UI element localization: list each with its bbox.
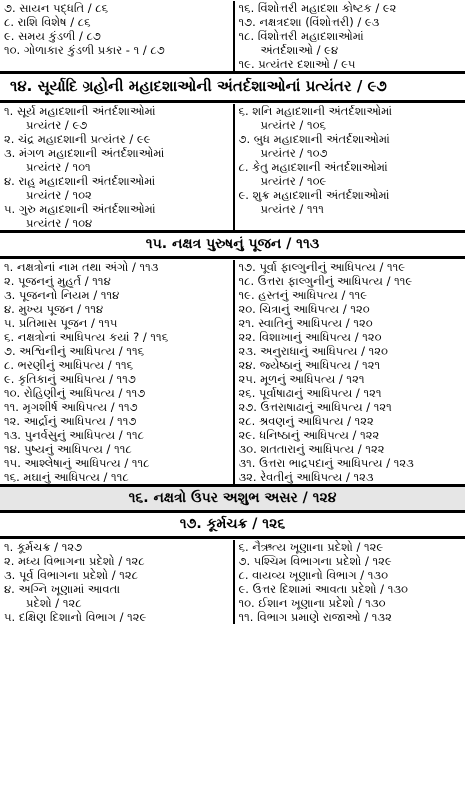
toc-entry: [239, 470, 464, 484]
toc-entry: [239, 1, 464, 15]
toc-column-left: [0, 260, 233, 484]
toc-entry-continuation: પ્રત્યંતર / ૧૦૧: [4, 160, 231, 174]
toc-entry-text: ૧૦. ઈશાન ખૂણાના પ્રદેશો / ૧૩૦: [239, 596, 464, 610]
toc-entry-text: ૧૧. વિભાગ પ્રમાણે રાજાઓ / ૧૩૨: [239, 610, 464, 624]
toc-column-left: [0, 1, 233, 71]
toc-entry: [4, 15, 231, 29]
toc-entry-continuation: અંતર્દશાઓ / ૯૪: [239, 43, 464, 57]
toc-entry-text: ૨૯. ધનિષ્ઠાનું આધિપત્ય / ૧૨૨: [239, 428, 464, 442]
toc-entry-text: ૩૧. ઉત્તરા ભાદ્રપદાનું આધિપત્ય / ૧૨૩: [239, 456, 464, 470]
toc-entry-text: ૨૭. ઉત્તરાષાઢાનું આધિપત્ય / ૧૨૧: [239, 400, 464, 414]
toc-column-left: [0, 540, 233, 624]
toc-entry-continuation: પ્રત્યંતર / ૧૦૭: [239, 146, 464, 160]
toc-entry: [4, 330, 231, 344]
toc-entry-text: ૪. મુખ્ય પૂજન / ૧૧૪: [4, 302, 231, 316]
toc-entry: [4, 1, 231, 15]
toc-entry-text: ૧૨. આર્દ્રાનું આધિપત્ય / ૧૧૭: [4, 414, 231, 428]
toc-entry: [239, 568, 464, 582]
toc-entry-text: ૯. ઉત્તર દિશામાં આવતા પ્રદેશો / ૧૩૦: [239, 582, 464, 596]
toc-entry: [4, 610, 231, 624]
toc-column-right: [233, 540, 465, 624]
toc-entry-text: ૧. સૂર્ય મહાદશાની અંતર્દશાઓમાં: [4, 104, 231, 118]
toc-entry: [4, 428, 231, 442]
toc-entry-text: ૧૦. રોહિણીનું આધિપત્ય / ૧૧૭: [4, 386, 231, 400]
toc-entry: [239, 344, 464, 358]
toc-entry: [4, 288, 231, 302]
toc-entry: [239, 57, 464, 71]
toc-entry-text: ૮. રાશિ વિશેષ / ૮૬: [4, 15, 231, 29]
toc-entry: [4, 386, 231, 400]
toc-entry-text: ૯. સમય કુંડળી / ૮૭: [4, 29, 231, 43]
section-14-entries: [0, 104, 465, 230]
toc-entry: [4, 568, 231, 582]
toc-entry-text: ૬. નૈઋત્ય ખૂણાના પ્રદેશો / ૧૨૯: [239, 540, 464, 554]
toc-entry-continuation: પ્રત્યંતર / ૧૦૪: [4, 216, 231, 230]
toc-entry-text: ૧૪. પુષ્યનું આધિપત્ય / ૧૧૮: [4, 442, 231, 456]
toc-entry: [4, 400, 231, 414]
toc-entry: [4, 470, 231, 484]
toc-entry: [4, 132, 231, 146]
toc-entry: [4, 302, 231, 316]
toc-entry-text: ૨૩. અનુરાધાનું આધિપત્ય / ૧૨૦: [239, 344, 464, 358]
toc-entry: [4, 442, 231, 456]
toc-entry: [4, 274, 231, 288]
toc-entry: [239, 188, 464, 216]
toc-entry: [239, 15, 464, 29]
toc-entry: [239, 358, 464, 372]
toc-entry-continuation: પ્રત્યંતર / ૯૭: [4, 118, 231, 132]
toc-entry: [239, 386, 464, 400]
toc-entry-text: ૨૦. ચિત્રાનું આધિપત્ય / ૧૨૦: [239, 302, 464, 316]
section-17-entries: [0, 540, 465, 624]
toc-entry-continuation: પ્રત્યંતર / ૧૦૨: [4, 188, 231, 202]
toc-entry: [4, 202, 231, 230]
toc-entry-text: ૨૪. જ્યેષ્ઠાનું આધિપત્ય / ૧૨૧: [239, 358, 464, 372]
toc-entry: [4, 104, 231, 132]
toc-entry-text: ૫. ગુરુ મહાદશાની અંતર્દશાઓમાં: [4, 202, 231, 216]
toc-entry-text: ૨૮. શ્રવણનું આધિપત્ય / ૧૨૨: [239, 414, 464, 428]
toc-entry: [4, 582, 231, 610]
toc-entry-text: ૨. પૂજનનું મુહૂર્ત / ૧૧૪: [4, 274, 231, 288]
toc-page: [0, 1, 465, 801]
toc-entry: [239, 582, 464, 596]
toc-entry-text: ૧૭. નક્ષત્રદશા (વિંશોત્તરી) / ૯૩: [239, 15, 464, 29]
toc-column-right: [233, 104, 465, 230]
toc-entry: [239, 554, 464, 568]
toc-entry-text: ૪. અગ્નિ ખૂણામાં આવતા: [4, 582, 231, 596]
toc-entry-text: ૧૮. વિંશોત્તરી મહાદશાઓમાં: [239, 29, 464, 43]
section-15-entries: [0, 260, 465, 484]
toc-entry: [4, 43, 231, 57]
toc-entry-text: ૧૯. હસ્તનું આધિપત્ય / ૧૧૯: [239, 288, 464, 302]
section-16-heading: ૧૬. નક્ષત્રો ઉપર અશુભ અસર / ૧૨૪: [0, 484, 465, 513]
toc-entry: [4, 554, 231, 568]
toc-entry: [4, 260, 231, 274]
toc-entry-text: ૧૯. પ્રત્યંતર દશાઓ / ૯૫: [239, 57, 464, 71]
toc-entry: [4, 146, 231, 174]
toc-entry-continuation: પ્રત્યંતર / ૧૦૬: [239, 118, 464, 132]
toc-entry: [239, 540, 464, 554]
toc-entry: [239, 316, 464, 330]
toc-column-right: [233, 260, 465, 484]
toc-entry: [239, 442, 464, 456]
toc-entry-text: ૨૬. પૂર્વાષાઢાનું આધિપત્ય / ૧૨૧: [239, 386, 464, 400]
toc-entry-text: ૬. શનિ મહાદશાની અંતર્દશાઓમાં: [239, 104, 464, 118]
toc-top-block: [0, 1, 465, 71]
toc-entry-text: ૨૧. સ્વાતિનું આધિપત્ય / ૧૨૦: [239, 316, 464, 330]
toc-entry-text: ૩. પૂર્વ વિભાગના પ્રદેશો / ૧૨૮: [4, 568, 231, 582]
toc-entry: [239, 274, 464, 288]
toc-entry-text: ૧૧. મૃગશીર્ષ આધિપત્ય / ૧૧૭: [4, 400, 231, 414]
toc-entry: [239, 288, 464, 302]
toc-entry-text: ૩. પૂજનનો નિયમ / ૧૧૪: [4, 288, 231, 302]
toc-entry: [4, 29, 231, 43]
toc-column-left: [0, 104, 233, 230]
section-17-heading: ૧૭. કૂર્મચક્ર / ૧૨૬: [0, 513, 465, 539]
toc-entry-text: ૫. પ્રતિમાસ પૂજન / ૧૧૫: [4, 316, 231, 330]
toc-entry-text: ૯. શુક્ર મહાદશાની અંતર્દશાઓમાં: [239, 188, 464, 202]
toc-entry: [239, 302, 464, 316]
toc-entry-text: ૧૬. મઘાનું આધિપત્ય / ૧૧૮: [4, 470, 231, 484]
toc-entry-text: ૮. કેતુ મહાદશાની અંતર્દશાઓમાં: [239, 160, 464, 174]
toc-entry: [239, 160, 464, 188]
toc-entry: [239, 132, 464, 160]
toc-entry-text: ૭. બુધ મહાદશાની અંતર્દશાઓમાં: [239, 132, 464, 146]
toc-entry: [4, 358, 231, 372]
toc-entry-text: ૮. ભરણીનું આધિપત્ય / ૧૧૬: [4, 358, 231, 372]
section-15-heading: ૧૫. નક્ષત્ર પુરુષનું પૂજન / ૧૧૩: [0, 230, 465, 259]
toc-entry-text: ૨. મધ્ય વિભાગના પ્રદેશો / ૧૨૮: [4, 554, 231, 568]
toc-entry-text: ૫. દક્ષિણ દિશાનો વિભાગ / ૧૨૯: [4, 610, 231, 624]
toc-entry-text: ૭. પશ્ચિમ વિભાગના પ્રદેશો / ૧૨૯: [239, 554, 464, 568]
toc-entry-text: ૨. ચંદ્ર મહાદશાની પ્રત્યંતર / ૯૯: [4, 132, 231, 146]
toc-entry-text: ૧૬. વિંશોત્તરી મહાદશા કોષ્ટક / ૯૨: [239, 1, 464, 15]
toc-entry-text: ૬. નક્ષત્રોનાં આધિપત્ય કયાં ? / ૧૧૬: [4, 330, 231, 344]
toc-entry-text: ૧૦. ગોળાકાર કુંડળી પ્રકાર - ૧ / ૮૭: [4, 43, 231, 57]
toc-entry-text: ૪. રાહુ મહાદશાની અંતર્દશાઓમાં: [4, 174, 231, 188]
toc-entry: [4, 414, 231, 428]
toc-entry: [4, 316, 231, 330]
toc-entry: [239, 372, 464, 386]
toc-entry-text: ૩૨. રેવતીનું આધિપત્ય / ૧૨૩: [239, 470, 464, 484]
toc-entry: [239, 400, 464, 414]
toc-entry: [239, 610, 464, 624]
toc-entry-text: ૧૫. આશ્લેષાનું આધિપત્ય / ૧૧૮: [4, 456, 231, 470]
toc-entry: [4, 540, 231, 554]
toc-entry: [239, 104, 464, 132]
toc-entry-text: ૨૨. વિશાખાનું આધિપત્ય / ૧૨૦: [239, 330, 464, 344]
toc-entry-continuation: પ્રત્યંતર / ૧૧૧: [239, 202, 464, 216]
section-14-heading: ૧૪. સૂર્યાદિ ગ્રહોની મહાદશાઓની અંતર્દશાઓનાં પ્રત્યંતર / ૯૭: [0, 71, 465, 103]
toc-entry-text: ૧૩. પુનર્વસુનું આધિપત્ય / ૧૧૮: [4, 428, 231, 442]
toc-entry-text: ૩૦. શતતારાનું આધિપત્ય / ૧૨૨: [239, 442, 464, 456]
toc-entry-continuation: પ્રત્યંતર / ૧૦૯: [239, 174, 464, 188]
toc-entry: [239, 456, 464, 470]
toc-column-right: [233, 1, 465, 71]
toc-entry-text: ૧. કૂર્મચક્ર / ૧૨૭: [4, 540, 231, 554]
toc-entry-text: ૭. અશ્વિનીનું આધિપત્ય / ૧૧૬: [4, 344, 231, 358]
toc-entry: [4, 456, 231, 470]
toc-entry: [4, 344, 231, 358]
toc-entry-text: ૯. કૃતિકાનું આધિપત્ય / ૧૧૭: [4, 372, 231, 386]
toc-entry-continuation: પ્રદેશો / ૧૨૮: [4, 596, 231, 610]
toc-entry-text: ૧૮. ઉત્તરા ફાલ્ગુનીનું આધિપત્ય / ૧૧૯: [239, 274, 464, 288]
toc-entry: [4, 174, 231, 202]
toc-entry-text: ૧. નક્ષત્રોનાં નામ તથા અંગો / ૧૧૩: [4, 260, 231, 274]
toc-entry: [239, 260, 464, 274]
toc-entry: [239, 414, 464, 428]
toc-entry: [239, 29, 464, 57]
toc-entry-text: ૩. મંગળ મહાદશાની અંતર્દશાઓમાં: [4, 146, 231, 160]
toc-entry-text: ૧૭. પૂર્વા ફાલ્ગુનીનું આધિપત્ય / ૧૧૯: [239, 260, 464, 274]
toc-entry-text: ૭. સાયન પદ્ધતિ / ૮૬: [4, 1, 231, 15]
toc-entry: [4, 372, 231, 386]
toc-entry: [239, 428, 464, 442]
toc-entry-text: ૨૫. મૂળનું આધિપત્ય / ૧૨૧: [239, 372, 464, 386]
toc-entry: [239, 596, 464, 610]
toc-entry-text: ૮. વાયવ્ય ખૂણાનો વિભાગ / ૧૩૦: [239, 568, 464, 582]
toc-entry: [239, 330, 464, 344]
